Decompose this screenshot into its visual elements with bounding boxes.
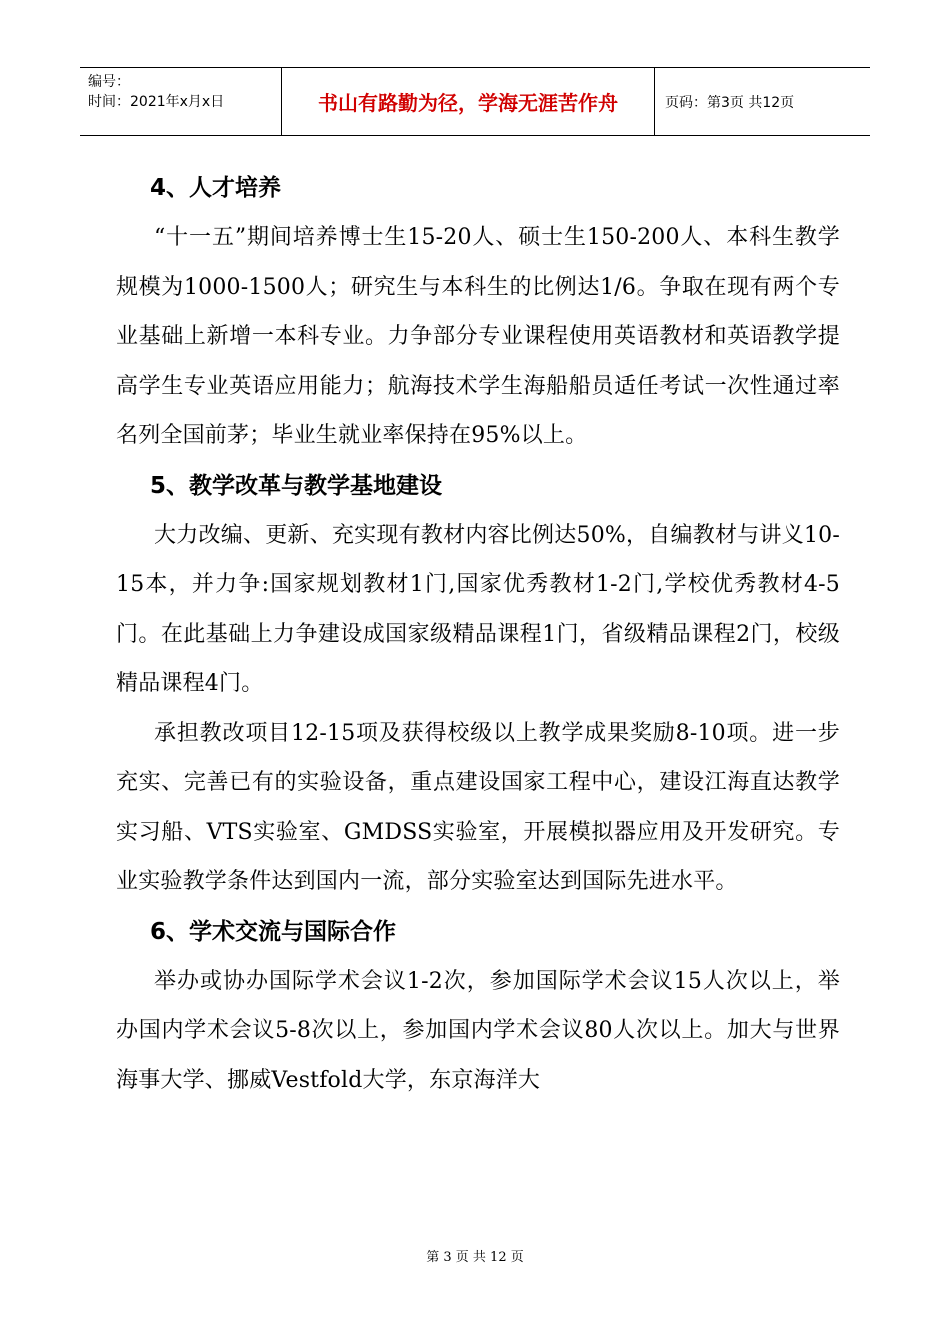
document-time: 时间：2021年x月x日: [88, 94, 225, 110]
paragraph: “十一五”期间培养博士生15-20人、硕士生150-200人、本科生教学规模为1000-1500人；研究生与本科生的比例达1/6。争取在现有两个专业基础上新增一本科专业。力争部分专业课程使用英语教材和英语教学提高学生专业英语应用能力；航海技术学生海船船员适任考试一次性通过率名列全国前茅；毕业生就业率保持在95%以上。: [116, 225, 840, 448]
section-talent: [116, 163, 840, 461]
paragraph: 大力改编、更新、充实现有教材内容比例达50%，自编教材与讲义10-15本，并力争:国家规划教材1门,国家优秀教材1-2门,学校优秀教材4-5门。在此基础上力争建设成国家级精品课程1门，省级精品课程2门，校级精品课程4门。: [116, 522, 840, 696]
document-number: 编号：: [88, 74, 130, 90]
page-header: [80, 67, 870, 136]
section-academic-exchange: [116, 907, 840, 1106]
page-footer: 第 3 页 共 12 页: [426, 1250, 524, 1265]
paragraph: 承担教改项目12-15项及获得校级以上教学成果奖励8-10项。进一步充实、完善已有的实验设备，重点建设国家工程中心，建设江海直达教学实习船、VTS实验室、GMDSS实验室，开展模拟器应用及开发研究。专业实验教学条件达到国内一流，部分实验室达到国际先进水平。: [116, 720, 840, 894]
header-motto: 书山有路勤为径，学海无涯苦作舟: [282, 68, 655, 135]
header-meta: [80, 68, 282, 135]
paragraph: 举办或协办国际学术会议1-2次，参加国际学术会议15人次以上，举办国内学术会议5-8次以上，参加国内学术会议80人次以上。加大与世界海事大学、挪威Vestfold大学，东京海洋大: [116, 968, 840, 1093]
section-teaching-reform: [116, 461, 840, 907]
section-heading: 6、学术交流与国际合作: [150, 918, 397, 945]
document-body: [116, 163, 840, 1105]
section-heading: 4、人才培养: [150, 175, 282, 201]
section-heading: 5、教学改革与教学基地建设: [150, 472, 443, 499]
header-page-info: 页码：第3页 共12页: [665, 94, 795, 111]
